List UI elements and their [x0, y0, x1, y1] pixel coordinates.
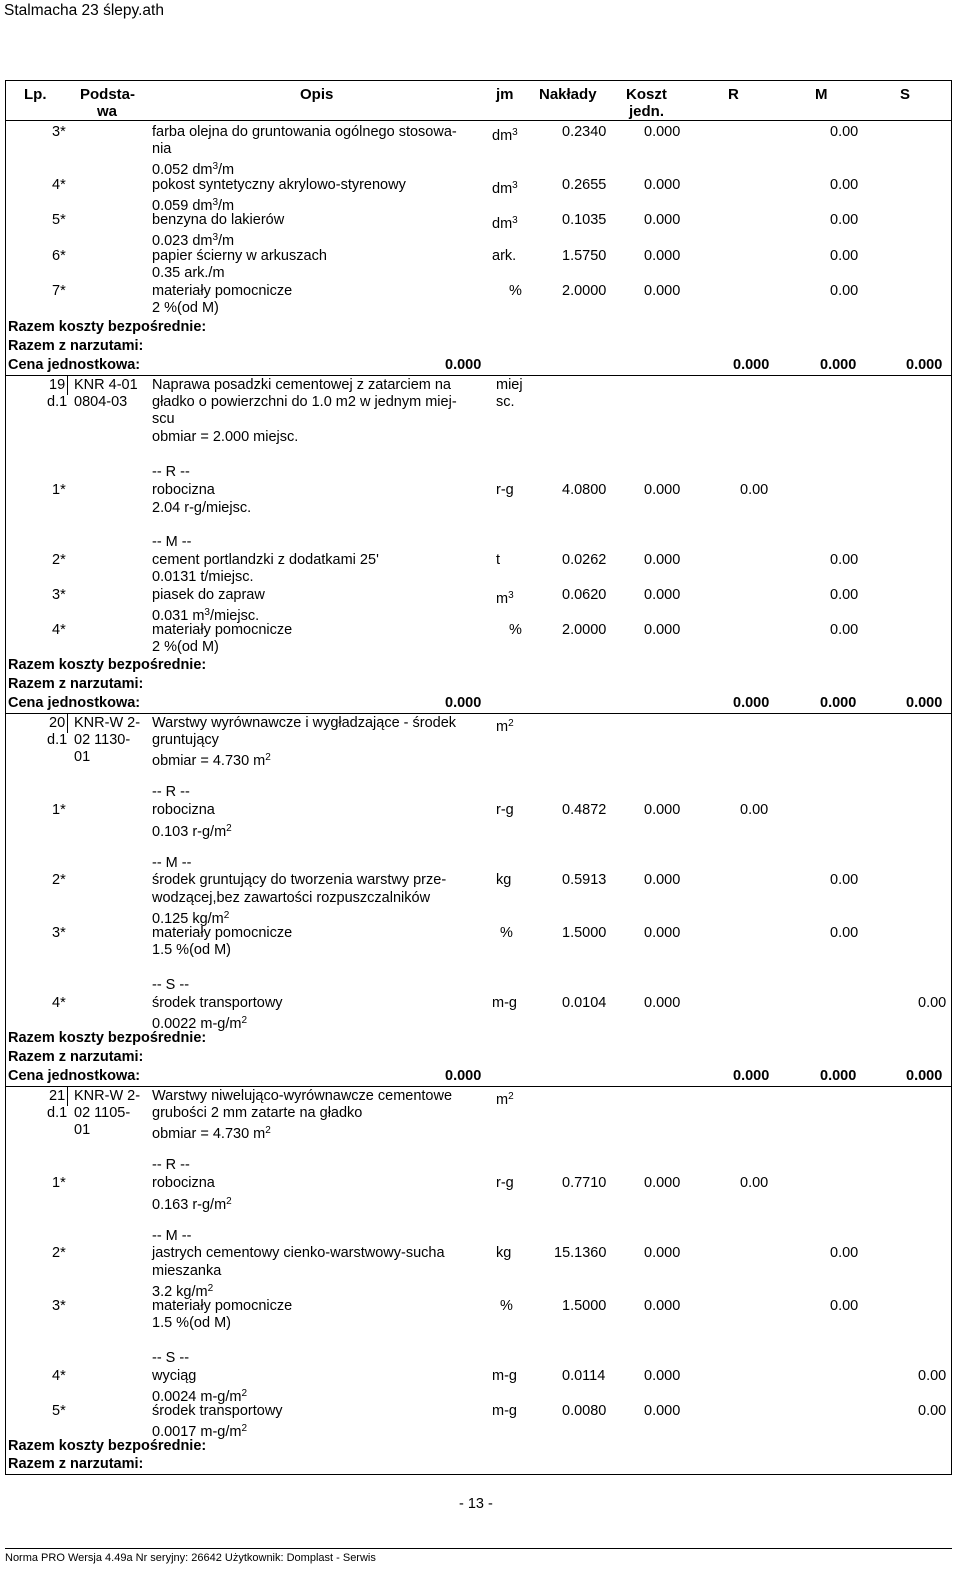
row-jm: kg — [496, 1245, 512, 1261]
row-m-value: 0.00 — [830, 212, 859, 228]
cell-divider — [67, 375, 68, 395]
item-opis-cont: scu — [152, 411, 175, 427]
cena-jednostkowa: Cena jednostkowa: — [8, 357, 141, 373]
row-naklady: 0.0080 — [562, 1403, 607, 1419]
row-jm: m-g — [492, 1403, 517, 1419]
row-m-value: 0.00 — [830, 925, 859, 941]
header-podstawa-2: wa — [97, 103, 118, 120]
header-m: M — [815, 86, 828, 103]
section-m-label: -- M -- — [152, 855, 192, 871]
row-norm: 2.04 r-g/miejsc. — [152, 500, 252, 516]
item-podstawa: KNR-W 2- — [74, 1088, 141, 1104]
row-lp: 3* — [52, 1298, 66, 1314]
row-norm: 3.2 $kg/m^2$ — [152, 1283, 214, 1300]
row-opis: benzyna do lakierów — [152, 212, 285, 228]
row-opis: jastrych cementowy cienko-warstwowy-sucha — [152, 1245, 445, 1261]
row-lp: 6* — [52, 248, 66, 264]
header-opis: Opis — [300, 86, 334, 103]
row-opis: papier ścierny w arkuszach — [152, 248, 327, 264]
item-opis: Warstwy wyrównawcze i wygładzające - środek — [152, 715, 457, 731]
page-number: - 13 - — [459, 1496, 493, 1512]
item-podstawa: KNR-W 2- — [74, 715, 141, 731]
cena-value: 0.000 — [445, 357, 482, 373]
row-koszt: 0.000 — [644, 124, 681, 140]
row-norm: 0.103 $r-g/m^2$ — [152, 823, 232, 840]
row-koszt: 0.000 — [644, 552, 681, 568]
cell-divider — [67, 713, 68, 733]
row-norm: 0.0017 $m-g/m^2$ — [152, 1423, 248, 1440]
row-norm: 0.0131 t/miejsc. — [152, 569, 254, 585]
row-m-value: 0.00 — [830, 248, 859, 264]
separator-after-item19 — [5, 713, 952, 714]
item-podstawa-cont: 02 1130- — [74, 732, 131, 748]
separator-after-block0 — [5, 375, 952, 376]
razem-z-narzutami: Razem z narzutami: — [8, 338, 144, 354]
row-opis: materiały pomocnicze — [152, 283, 293, 299]
row-jm: $dm^3$ — [492, 215, 518, 232]
header-koszt-1: Koszt — [626, 86, 667, 103]
item-opis-cont: gruntujący — [152, 732, 219, 748]
header-lp: Lp. — [24, 86, 47, 103]
row-opis: cement portlandzki z dodatkami 25' — [152, 552, 379, 568]
razem-z-narzutami: Razem z narzutami: — [8, 676, 144, 692]
row-jm: r-g — [496, 802, 514, 818]
row-koszt: 0.000 — [644, 177, 681, 193]
table-bottom-border — [5, 1474, 952, 1475]
item-number: 19 — [49, 377, 66, 393]
item-podstawa-cont: 01 — [74, 1122, 91, 1138]
row-naklady: 0.2340 — [562, 124, 607, 140]
row-r-value: 0.00 — [740, 482, 769, 498]
row-jm: kg — [496, 872, 512, 888]
row-opis: wyciąg — [152, 1368, 197, 1384]
cena-jednostkowa: Cena jednostkowa: — [8, 695, 141, 711]
row-m-value: 0.00 — [830, 177, 859, 193]
row-jm: t — [496, 552, 501, 568]
row-m-value: 0.00 — [830, 283, 859, 299]
item-podstawa: KNR 4-01 — [74, 377, 138, 393]
row-lp: 4* — [52, 995, 66, 1011]
item-podstawa-cont: 0804-03 — [74, 394, 128, 410]
row-jm: % — [509, 283, 522, 299]
section-r-label: -- R -- — [152, 784, 190, 800]
row-naklady: 15.1360 — [554, 1245, 607, 1261]
row-m-value: 0.00 — [830, 552, 859, 568]
row-naklady: 1.5000 — [562, 925, 607, 941]
row-m-value: 0.00 — [830, 872, 859, 888]
item-opis: Warstwy niwelująco-wyrównawcze cementowe — [152, 1088, 453, 1104]
row-jm: $dm^3$ — [492, 127, 518, 144]
row-opis: środek transportowy — [152, 1403, 283, 1419]
cell-divider — [67, 1086, 68, 1106]
cena-r: 0.000 — [733, 1068, 770, 1084]
cena-s: 0.000 — [906, 695, 943, 711]
row-opis: robocizna — [152, 1175, 215, 1191]
row-opis: robocizna — [152, 482, 215, 498]
row-opis: robocizna — [152, 802, 215, 818]
row-lp: 2* — [52, 872, 66, 888]
row-jm: m-g — [492, 995, 517, 1011]
row-koszt: 0.000 — [644, 995, 681, 1011]
header-s: S — [900, 86, 911, 103]
cena-m: 0.000 — [820, 1068, 857, 1084]
row-naklady: 1.5000 — [562, 1298, 607, 1314]
row-lp: 2* — [52, 552, 66, 568]
razem-bezposrednie: Razem koszty bezpośrednie: — [8, 657, 207, 673]
row-koszt: 0.000 — [644, 212, 681, 228]
row-norm: 0.059 $dm^3/m$ — [152, 197, 235, 214]
header-koszt-2: jedn. — [629, 103, 665, 120]
row-lp: 2* — [52, 1245, 66, 1261]
row-koszt: 0.000 — [644, 872, 681, 888]
row-opis-cont: wodzącej,bez zawartości rozpuszczalników — [152, 890, 431, 906]
cena-s: 0.000 — [906, 1068, 943, 1084]
row-jm: % — [500, 925, 513, 941]
row-m-value: 0.00 — [830, 124, 859, 140]
row-koszt: 0.000 — [644, 622, 681, 638]
item-jm: $m^2$ — [496, 1091, 514, 1108]
row-opis: środek gruntujący do tworzenia warstwy prze- — [152, 872, 447, 888]
row-opis: pokost syntetyczny akrylowo-styrenowy — [152, 177, 406, 193]
item-opis-cont: gładko o powierzchni do 1.0 m2 w jednym miej- — [152, 394, 457, 410]
row-jm: % — [500, 1298, 513, 1314]
item-obmiar: obmiar = 4.730 $m^2$ — [152, 752, 271, 769]
row-m-value: 0.00 — [830, 1245, 859, 1261]
item-d: d.1 — [47, 732, 68, 748]
razem-bezposrednie: Razem koszty bezpośrednie: — [8, 1030, 207, 1046]
row-koszt: 0.000 — [644, 248, 681, 264]
row-opis: piasek do zapraw — [152, 587, 265, 603]
separator-after-item20 — [5, 1086, 952, 1087]
razem-bezposrednie: Razem koszty bezpośrednie: — [8, 319, 207, 335]
row-lp: 5* — [52, 212, 66, 228]
row-naklady: 0.5913 — [562, 872, 607, 888]
row-lp: 5* — [52, 1403, 66, 1419]
row-jm: m-g — [492, 1368, 517, 1384]
razem-z-narzutami: Razem z narzutami: — [8, 1456, 144, 1472]
header-r: R — [728, 86, 739, 103]
row-lp: 7* — [52, 283, 66, 299]
row-m-value: 0.00 — [830, 622, 859, 638]
item-jm-cont: sc. — [496, 394, 515, 410]
row-lp: 4* — [52, 177, 66, 193]
footer-text: Norma PRO Wersja 4.49a Nr seryjny: 26642 Użytkownik: Domplast - Serwis — [5, 1552, 376, 1564]
row-naklady: 0.4872 — [562, 802, 607, 818]
row-koszt: 0.000 — [644, 1298, 681, 1314]
row-lp: 1* — [52, 1175, 66, 1191]
item-jm: miej — [496, 377, 523, 393]
table-left-border — [5, 80, 6, 1474]
section-m-label: -- M -- — [152, 534, 192, 550]
row-s-value: 0.00 — [918, 1368, 947, 1384]
row-lp: 4* — [52, 622, 66, 638]
row-lp: 3* — [52, 925, 66, 941]
row-jm: % — [509, 622, 522, 638]
row-naklady: 0.1035 — [562, 212, 607, 228]
row-norm: 0.0024 $m-g/m^2$ — [152, 1388, 248, 1405]
row-norm: 2 %(od M) — [152, 300, 219, 316]
table-top-border — [5, 80, 952, 81]
row-norm: 0.023 $dm^3/m$ — [152, 232, 235, 249]
row-jm: r-g — [496, 482, 514, 498]
row-norm: 2 %(od M) — [152, 639, 219, 655]
header-naklady: Nakłady — [539, 86, 597, 103]
row-naklady: 0.0262 — [562, 552, 607, 568]
cena-s: 0.000 — [906, 357, 943, 373]
row-naklady: 1.5750 — [562, 248, 607, 264]
row-naklady: 0.0114 — [562, 1368, 606, 1384]
row-koszt: 0.000 — [644, 587, 681, 603]
row-m-value: 0.00 — [830, 1298, 859, 1314]
row-naklady: 0.2655 — [562, 177, 607, 193]
row-naklady: 2.0000 — [562, 283, 607, 299]
row-koszt: 0.000 — [644, 1368, 681, 1384]
razem-z-narzutami: Razem z narzutami: — [8, 1049, 144, 1065]
row-koszt: 0.000 — [644, 482, 681, 498]
row-naklady: 0.0104 — [562, 995, 607, 1011]
row-m-value: 0.00 — [830, 587, 859, 603]
cena-value: 0.000 — [445, 695, 482, 711]
row-koszt: 0.000 — [644, 1175, 681, 1191]
row-norm: 1.5 %(od M) — [152, 1315, 231, 1331]
row-opis: materiały pomocnicze — [152, 1298, 293, 1314]
item-opis-cont: grubości 2 mm zatarte na gładko — [152, 1105, 363, 1121]
row-lp: 3* — [52, 587, 66, 603]
item-podstawa-cont: 02 1105- — [74, 1105, 131, 1121]
header-podstawa-1: Podsta- — [80, 86, 136, 103]
row-norm: 1.5 %(od M) — [152, 942, 231, 958]
row-jm: r-g — [496, 1175, 514, 1191]
row-lp: 4* — [52, 1368, 66, 1384]
footer-rule — [5, 1548, 952, 1549]
row-opis: materiały pomocnicze — [152, 622, 293, 638]
section-s-label: -- S -- — [152, 977, 190, 993]
item-opis: Naprawa posadzki cementowej z zatarciem na — [152, 377, 451, 393]
row-lp: 1* — [52, 482, 66, 498]
section-m-label: -- M -- — [152, 1228, 192, 1244]
row-koszt: 0.000 — [644, 925, 681, 941]
section-r-label: -- R -- — [152, 464, 190, 480]
item-jm: $m^2$ — [496, 718, 514, 735]
row-norm: 0.052 $dm^3/m$ — [152, 161, 235, 178]
row-norm: 0.163 $r-g/m^2$ — [152, 1196, 232, 1213]
row-norm: 0.35 ark./m — [152, 265, 225, 281]
row-s-value: 0.00 — [918, 995, 947, 1011]
row-naklady: 2.0000 — [562, 622, 607, 638]
item-obmiar: obmiar = 2.000 miejsc. — [152, 429, 299, 445]
row-norm: 0.0022 $m-g/m^2$ — [152, 1015, 248, 1032]
row-opis-cont: mieszanka — [152, 1263, 222, 1279]
row-opis: farba olejna do gruntowania ogólnego stosowa- — [152, 124, 457, 140]
cena-m: 0.000 — [820, 357, 857, 373]
cena-jednostkowa: Cena jednostkowa: — [8, 1068, 141, 1084]
row-lp: 1* — [52, 802, 66, 818]
row-koszt: 0.000 — [644, 283, 681, 299]
row-jm: $dm^3$ — [492, 180, 518, 197]
cena-r: 0.000 — [733, 357, 770, 373]
row-norm: 0.031 $m^3$/miejsc. — [152, 607, 260, 624]
razem-bezposrednie: Razem koszty bezpośrednie: — [8, 1438, 207, 1454]
item-obmiar: obmiar = 4.730 $m^2$ — [152, 1125, 271, 1142]
item-number: 21 — [49, 1088, 66, 1104]
header-bottom-border — [5, 120, 952, 121]
table-right-border — [951, 80, 952, 1474]
item-number: 20 — [49, 715, 66, 731]
document-title: Stalmacha 23 ślepy.ath — [4, 2, 164, 19]
row-lp: 3* — [52, 124, 66, 140]
row-r-value: 0.00 — [740, 802, 769, 818]
item-d: d.1 — [47, 394, 68, 410]
row-opis: środek transportowy — [152, 995, 283, 1011]
cena-value: 0.000 — [445, 1068, 482, 1084]
item-podstawa-cont: 01 — [74, 749, 91, 765]
row-naklady: 4.0800 — [562, 482, 607, 498]
row-norm: 0.125 $kg/m^2$ — [152, 910, 230, 927]
row-r-value: 0.00 — [740, 1175, 769, 1191]
row-naklady: 0.7710 — [562, 1175, 607, 1191]
row-naklady: 0.0620 — [562, 587, 607, 603]
cena-m: 0.000 — [820, 695, 857, 711]
row-s-value: 0.00 — [918, 1403, 947, 1419]
row-opis: materiały pomocnicze — [152, 925, 293, 941]
item-d: d.1 — [47, 1105, 68, 1121]
section-s-label: -- S -- — [152, 1350, 190, 1366]
row-koszt: 0.000 — [644, 1403, 681, 1419]
header-jm: jm — [496, 86, 514, 103]
cena-r: 0.000 — [733, 695, 770, 711]
row-koszt: 0.000 — [644, 802, 681, 818]
row-jm: ark. — [492, 248, 517, 264]
row-jm: $m^3$ — [496, 590, 514, 607]
row-koszt: 0.000 — [644, 1245, 681, 1261]
section-r-label: -- R -- — [152, 1157, 190, 1173]
row-opis-cont: nia — [152, 141, 172, 157]
